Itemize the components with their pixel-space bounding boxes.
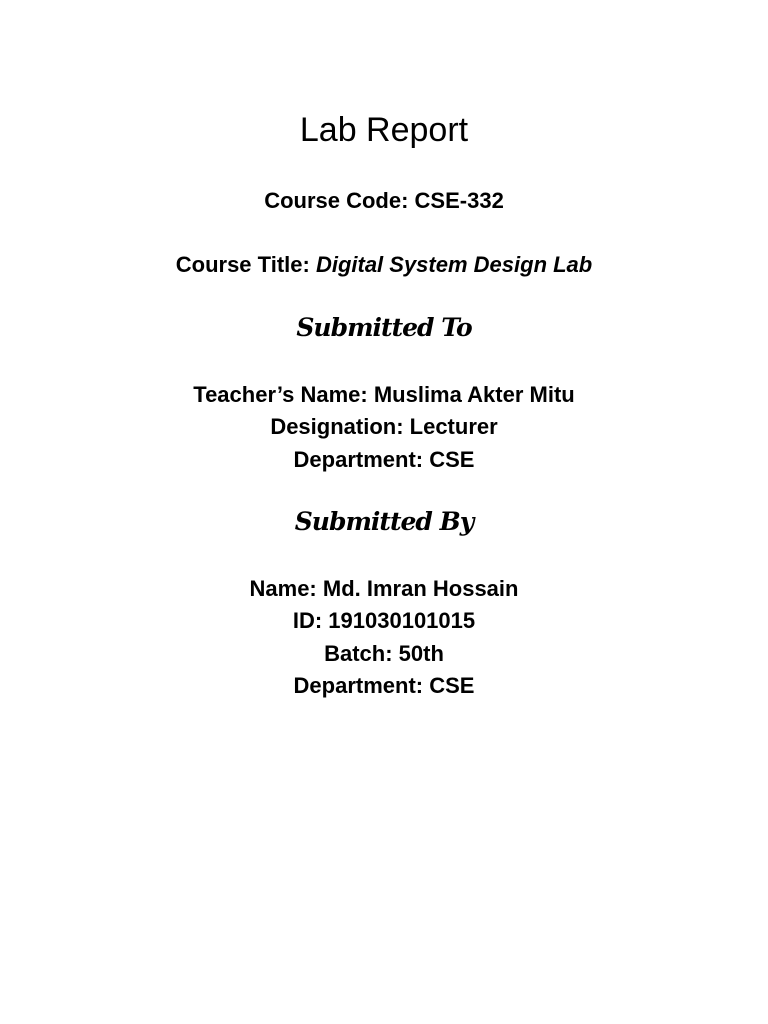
- teacher-department: Department: CSE: [293, 447, 475, 472]
- student-name: Name: Md. Imran Hossain: [249, 576, 519, 601]
- course-title: [0, 252, 768, 278]
- student-department: Department: CSE: [293, 673, 475, 698]
- teacher-name: Teacher’s Name: Muslima Akter Mitu: [193, 382, 575, 407]
- course-title-label: Course Title:: [175, 252, 316, 277]
- submitted-to-heading: Submitted To: [296, 313, 472, 342]
- course-code: Course Code: CSE-332: [264, 188, 504, 213]
- submitted-by-heading: Submitted By: [294, 507, 474, 536]
- document-title: Lab Report: [299, 111, 469, 149]
- student-batch: Batch: 50th: [324, 641, 444, 666]
- teacher-designation: Designation: Lecturer: [270, 414, 498, 439]
- student-id: ID: 191030101015: [292, 608, 476, 633]
- course-title-value: Digital System Design Lab: [315, 252, 593, 277]
